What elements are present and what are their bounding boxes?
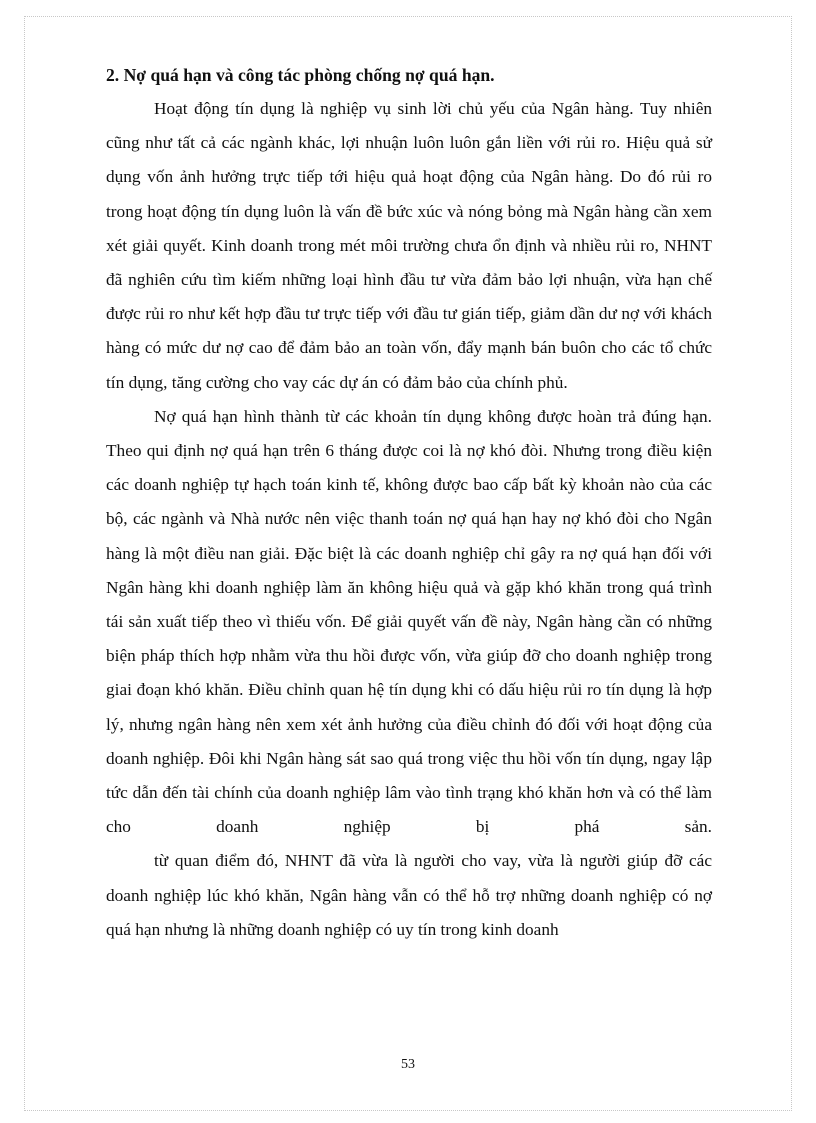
paragraph-nhnt-support: từ quan điểm đó, NHNT đã vừa là người cho vay, vừa là người giúp đỡ các doanh nghiệp lúc khó khăn, Ngân hàng vẫn có thể hỗ trợ những doanh nghiệp có nợ quá hạn nhưng là những doanh nghiệp có uy tín trong kinh doanh <box>106 851 712 939</box>
page-number: 53 <box>401 1057 415 1072</box>
section-heading: 2. Nợ quá hạn và công tác phòng chống nợ quá hạn. <box>106 65 495 85</box>
document-body <box>106 58 712 947</box>
paragraph-overdue-debt: Nợ quá hạn hình thành từ các khoản tín dụng không được hoàn trả đúng hạn. Theo qui định nợ quá hạn trên 6 tháng được coi là nợ khó đòi. Nhưng trong điều kiện các doanh nghiệp tự hạch toán kinh tế, không được bao cấp bất kỳ khoản nào của các bộ, các ngành và Nhà nước nên việc thanh toán nợ quá hạn hay nợ khó đòi cho Ngân hàng là một điều nan giải. Đặc biệt là các doanh nghiệp chỉ gây ra nợ quá hạn đối với Ngân hàng khi doanh nghiệp làm ăn không hiệu quả và gặp khó khăn trong quá trình tái sản xuất tiếp theo vì thiếu vốn. Để giải quyết vấn đề này, Ngân hàng cần có những biện pháp thích hợp nhằm vừa thu hồi được vốn, vừa giúp đỡ cho doanh nghiệp trong giai đoạn khó khăn. Điều chỉnh quan hệ tín dụng khi có dấu hiệu rủi ro tín dụng là hợp lý, nhưng ngân hàng nên xem xét ảnh hưởng của điều chỉnh đó đối với hoạt động của doanh nghiệp. Đôi khi Ngân hàng sát sao quá trong việc thu hồi vốn tín dụng, ngay lập tức dẫn đến tài chính của doanh nghiệp lâm vào tình trạng khó khăn hơn và có thể làm cho doanh nghiệp bị phá sản. <box>106 406 712 837</box>
paragraph-credit-risk: Hoạt động tín dụng là nghiệp vụ sinh lời chủ yếu của Ngân hàng. Tuy nhiên cũng như tất cả các ngành khác, lợi nhuận luôn luôn gắn liền với rủi ro. Hiệu quả sử dụng vốn ảnh hưởng trực tiếp tới hiệu quả hoạt động của Ngân hàng. Do đó rủi ro trong hoạt động tín dụng luôn là vấn đề bức xúc và nóng bỏng mà Ngân hàng cần xem xét giải quyết. Kinh doanh trong mét môi trường chưa ổn định và nhiều rủi ro, NHNT đã nghiên cứu tìm kiếm những loại hình đầu tư vừa đảm bảo lợi nhuận, vừa hạn chế được rủi ro như kết hợp đầu tư trực tiếp với đầu tư gián tiếp, giảm dần dư nợ với khách hàng có mức dư nợ cao để đảm bảo an toàn vốn, đẩy mạnh bán buôn cho các tổ chức tín dụng, tăng cường cho vay các dự án có đảm bảo của chính phủ. <box>106 99 712 392</box>
